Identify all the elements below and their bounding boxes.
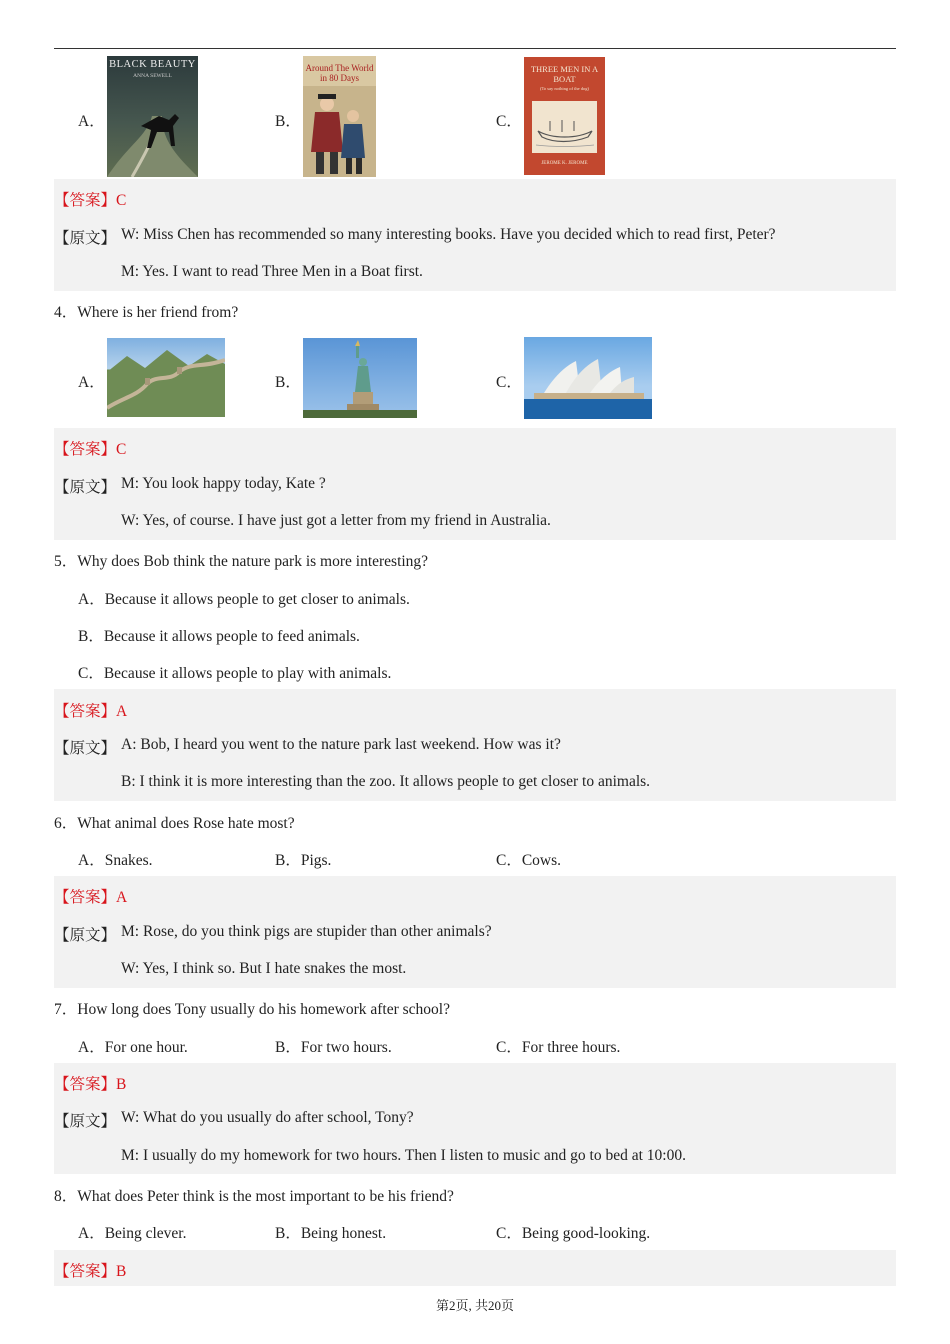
q7-answer-block [54, 1063, 896, 1174]
statue-of-liberty-image [303, 338, 417, 418]
q4-answer-label: 【答案】 [54, 441, 117, 458]
q6-option-b: B．Pigs. [275, 852, 332, 869]
q5-option-c: C．Because it allows people to play with animals. [78, 665, 392, 682]
sydney-opera-house-image [524, 337, 652, 419]
q6-question: 6．What animal does Rose hate most? [54, 815, 295, 832]
q7-script-line-1: W: What do you usually do after school, Tony? [121, 1109, 414, 1126]
q3-option-c-letter: C． [496, 113, 522, 130]
three-men-subtitle: (To say nothing of the dog) [539, 86, 590, 91]
q8-answer-block [54, 1250, 896, 1286]
q7-script-label: 【原文】 [54, 1113, 117, 1130]
q6-answer-label: 【答案】 [54, 889, 117, 906]
q6-script-line-1: M: Rose, do you think pigs are stupider than other animals? [121, 923, 492, 940]
q6-answer-block [54, 876, 896, 988]
q4-script-line-1: M: You look happy today, Kate ? [121, 475, 326, 492]
around-the-world-title: Around The World in 80 Days [305, 63, 374, 83]
black-beauty-author: ANNA SEWELL [133, 73, 172, 79]
q8-option-a: A．Being clever. [78, 1225, 187, 1242]
q4-answer-value: C [116, 441, 127, 458]
q4-script-line-2: W: Yes, of course. I have just got a letter from my friend in Australia. [121, 512, 551, 529]
q8-answer-label: 【答案】 [54, 1263, 117, 1280]
black-beauty-title: BLACK BEAUTY [109, 59, 196, 70]
q7-answer-line [54, 1072, 126, 1094]
q8-answer-line [54, 1259, 126, 1281]
q6-option-c: C．Cows. [496, 852, 562, 869]
q3-answer-line [54, 188, 126, 210]
q5-answer-line [54, 699, 127, 721]
q4-script-label: 【原文】 [54, 479, 117, 496]
q3-script-label: 【原文】 [54, 230, 117, 247]
q3-answer-value: C [116, 192, 127, 209]
q6-script-label: 【原文】 [54, 927, 117, 944]
q8-option-c: C．Being good-looking. [496, 1225, 651, 1242]
black-beauty-cover-image [107, 56, 198, 177]
q4-answer-line [54, 437, 126, 459]
three-men-title: THREE MEN IN A BOAT [530, 64, 599, 84]
q6-script-line-2: W: Yes, I think so. But I hate snakes the most. [121, 960, 407, 977]
around-the-world-cover-image [303, 56, 376, 177]
three-men-boat-cover-image [524, 57, 605, 175]
q4-option-a-letter: A． [78, 374, 105, 391]
q7-option-a: A．For one hour. [78, 1039, 188, 1056]
q5-answer-label: 【答案】 [54, 703, 117, 720]
q6-option-a: A．Snakes. [78, 852, 153, 869]
q5-answer-value: A [116, 703, 128, 720]
q3-option-a-letter: A． [78, 113, 105, 130]
q3-answer-block [54, 179, 896, 291]
q8-option-b: B．Being honest. [275, 1225, 387, 1242]
q4-answer-block [54, 428, 896, 540]
q5-question: 5．Why does Bob think the nature park is more interesting? [54, 553, 429, 570]
q7-question: 7．How long does Tony usually do his homework after school? [54, 1001, 450, 1018]
q6-answer-line [54, 885, 127, 907]
q3-option-b-letter: B． [275, 113, 301, 130]
q7-answer-value: B [116, 1076, 127, 1093]
q7-script-line-2: M: I usually do my homework for two hours. Then I listen to music and go to bed at 10:00. [121, 1147, 686, 1164]
three-men-author: JEROME K. JEROME [541, 161, 588, 166]
q8-answer-value: B [116, 1263, 127, 1280]
q7-answer-label: 【答案】 [54, 1076, 117, 1093]
q5-script-line-2: B: I think it is more interesting than the zoo. It allows people to get closer to animals. [121, 773, 651, 790]
q5-script-line-1: A: Bob, I heard you went to the nature park last weekend. How was it? [121, 736, 561, 753]
q3-answer-label: 【答案】 [54, 192, 117, 209]
q7-option-c: C．For three hours. [496, 1039, 621, 1056]
q6-answer-value: A [116, 889, 128, 906]
q4-option-c-letter: C． [496, 374, 522, 391]
q4-option-b-letter: B． [275, 374, 301, 391]
q5-script-label: 【原文】 [54, 740, 117, 757]
q5-option-b: B．Because it allows people to feed animals. [78, 628, 360, 645]
great-wall-image [107, 338, 225, 417]
q7-option-b: B．For two hours. [275, 1039, 392, 1056]
header-rule [54, 48, 896, 49]
page-number-footer: 第2页, 共20页 [435, 1298, 514, 1313]
q8-question: 8．What does Peter think is the most important to be his friend? [54, 1188, 454, 1205]
q5-option-a: A．Because it allows people to get closer to animals. [78, 591, 410, 608]
q3-script-line-1: W: Miss Chen has recommended so many interesting books. Have you decided which to read first, Peter? [121, 226, 776, 243]
q3-script-line-2: M: Yes. I want to read Three Men in a Boat first. [121, 263, 423, 280]
q4-question: 4．Where is her friend from? [54, 304, 239, 321]
q5-answer-block [54, 689, 896, 801]
